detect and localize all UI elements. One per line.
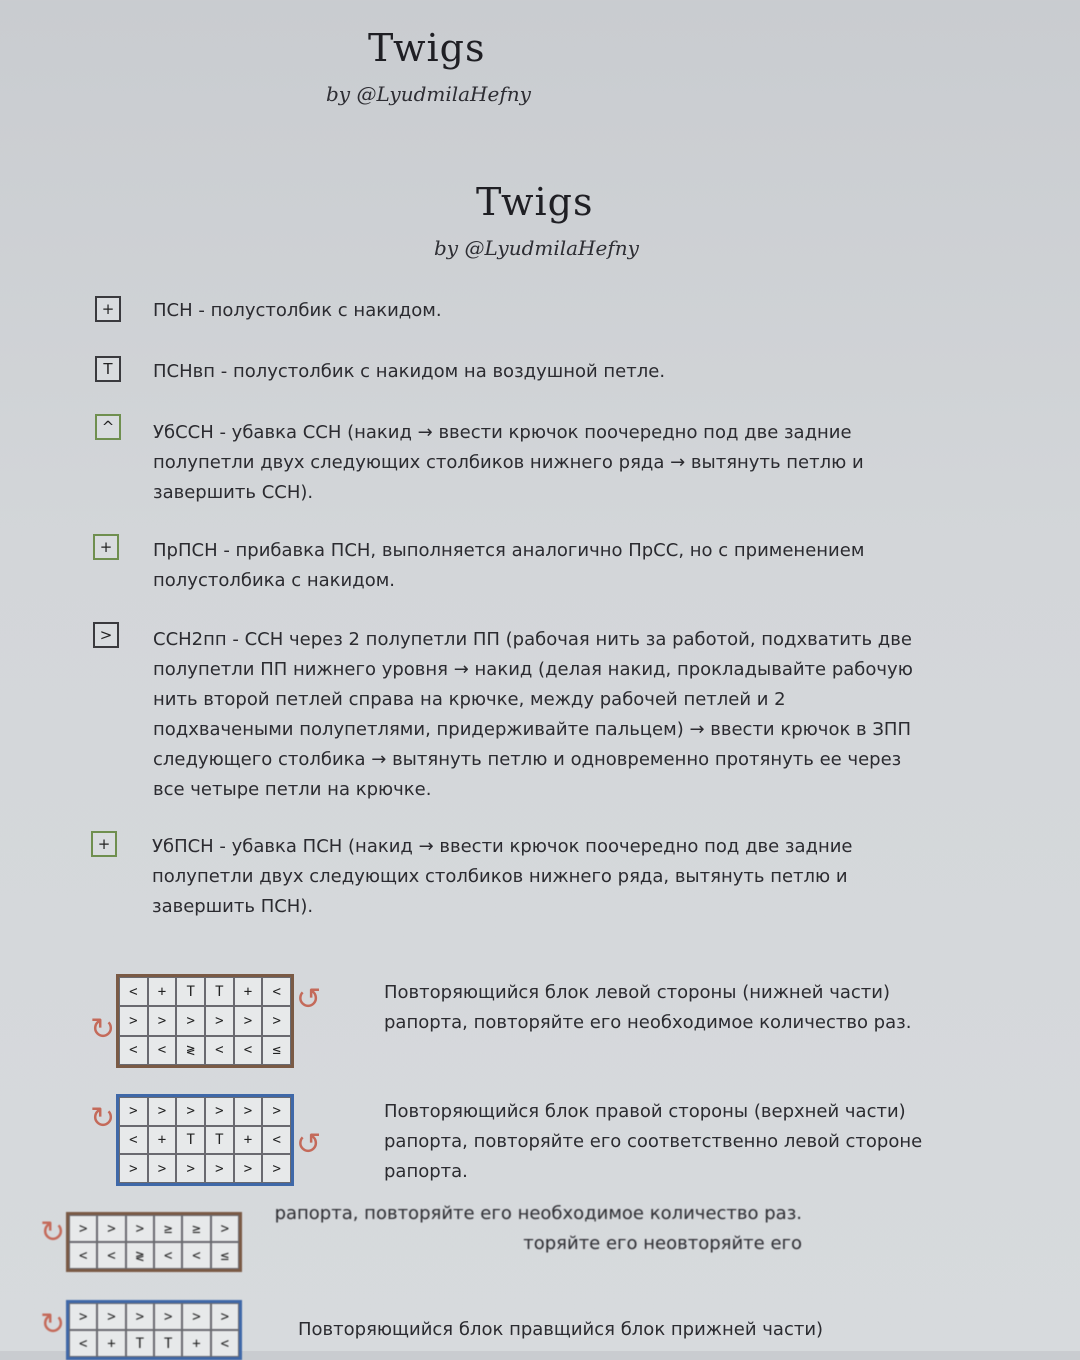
- chart-cell: >: [176, 1006, 205, 1035]
- chart-cell: +: [234, 1126, 263, 1155]
- block-text-ghost-2: Повторяющийся блок правщийся блок прижней части): [298, 1319, 824, 1340]
- block-text-ghost-1: рапорта, повторяйте его необходимое количество раз. торяйте его неовторяйте его: [274, 1203, 802, 1254]
- repeat-arrow-left-icon: ↻: [90, 1101, 116, 1136]
- chart-cell: ≥: [154, 1215, 182, 1242]
- chart-cell: T: [126, 1330, 154, 1357]
- chart-cell: T: [176, 1126, 205, 1155]
- chart-cell: >: [211, 1215, 239, 1242]
- chart-cell: >: [205, 1097, 234, 1126]
- repeat-arrow-right-icon: ↺: [296, 982, 322, 1017]
- legend-symbol-prpsn: +: [93, 534, 119, 560]
- chart-cell: >: [126, 1303, 154, 1330]
- chart-cell: +: [148, 977, 177, 1006]
- chart-cell: >: [148, 1006, 177, 1035]
- chart-cell: >: [119, 1097, 148, 1126]
- chart-cell: T: [154, 1330, 182, 1357]
- legend-text-psnvp: ПСНвп - полустолбик с накидом на воздушной петле.: [153, 361, 666, 382]
- chart-cell: >: [126, 1215, 154, 1242]
- chart-block-right-upper: [116, 1094, 294, 1186]
- chart-cell: +: [182, 1330, 210, 1357]
- chart-cell: <: [262, 1126, 291, 1155]
- repeat-arrow-left-icon: ↻: [40, 1307, 66, 1342]
- chart-cell: >: [154, 1303, 182, 1330]
- chart-block-ghost-1: [66, 1212, 242, 1272]
- chart-cell: <: [234, 1036, 263, 1065]
- chart-cell: ≷: [176, 1036, 205, 1065]
- chart-cell: ≥: [182, 1215, 210, 1242]
- chart-cell: >: [205, 1154, 234, 1183]
- header-title-2: Twigs: [476, 180, 594, 224]
- block-text-right-upper: Повторяющийся блок правой стороны (верхней части) рапорта, повторяйте его соответственно левой стороне рапорта.: [384, 1101, 923, 1182]
- chart-cell: +: [234, 977, 263, 1006]
- chart-cell: >: [234, 1154, 263, 1183]
- chart-cell: >: [119, 1154, 148, 1183]
- header-title-1: Twigs: [368, 26, 486, 70]
- chart-cell: >: [262, 1006, 291, 1035]
- chart-cell: >: [176, 1154, 205, 1183]
- chart-cell: <: [211, 1330, 239, 1357]
- chart-cell: <: [119, 1126, 148, 1155]
- chart-cell: >: [234, 1006, 263, 1035]
- chart-cell: ≤: [262, 1036, 291, 1065]
- chart-cell: >: [182, 1303, 210, 1330]
- header-byline-2: by @LyudmilaHefny: [434, 236, 639, 260]
- legend-symbol-ssn2pp: >: [93, 622, 119, 648]
- chart-cell: <: [69, 1242, 97, 1269]
- chart-cell: >: [97, 1303, 125, 1330]
- chart-cell: T: [205, 1126, 234, 1155]
- legend-text-ssn2pp: ССН2пп - ССН через 2 полупетли ПП (рабочая нить за работой, подхватить две полупетли ПП нижнего уровня → накид (делая накид, прокладывайте рабочую нить второй петлей справа на крючке, между рабочей петлей и 2 подхвачеными полупетлями, придерживайте пальцем) → ввести крючок в ЗПП следующего столбика → вытянуть петлю и одновременно протянуть ее через все четыре петли на крючке.: [153, 629, 913, 800]
- legend-symbol-ubpsn: +: [91, 831, 117, 857]
- legend-text-psn: ПСН - полустолбик с накидом.: [153, 300, 442, 321]
- legend-symbol-psn: +: [95, 296, 121, 322]
- chart-cell: >: [69, 1303, 97, 1330]
- legend-symbol-psnvp: T: [95, 356, 121, 382]
- chart-cell: >: [262, 1154, 291, 1183]
- repeat-arrow-right-icon: ↺: [296, 1127, 322, 1162]
- chart-cell: T: [205, 977, 234, 1006]
- chart-cell: >: [176, 1097, 205, 1126]
- chart-cell: ≤: [211, 1242, 239, 1269]
- chart-cell: >: [69, 1215, 97, 1242]
- chart-cell: ≷: [126, 1242, 154, 1269]
- chart-cell: <: [97, 1242, 125, 1269]
- chart-cell: >: [148, 1097, 177, 1126]
- chart-cell: +: [148, 1126, 177, 1155]
- legend-text-prpsn: ПрПСН - прибавка ПСН, выполняется аналогично ПрСС, но с применением полустолбика с накидом.: [153, 540, 865, 591]
- chart-cell: >: [119, 1006, 148, 1035]
- chart-cell: <: [69, 1330, 97, 1357]
- chart-cell: <: [154, 1242, 182, 1269]
- chart-cell: >: [234, 1097, 263, 1126]
- chart-cell: T: [176, 977, 205, 1006]
- chart-cell: <: [182, 1242, 210, 1269]
- chart-cell: >: [205, 1006, 234, 1035]
- chart-cell: >: [262, 1097, 291, 1126]
- chart-cell: >: [211, 1303, 239, 1330]
- chart-cell: <: [262, 977, 291, 1006]
- chart-block-left-lower: [116, 974, 294, 1068]
- legend-text-ubpsn: УбПСН - убавка ПСН (накид → ввести крючок поочередно под две задние полупетли двух следующих столбиков нижнего ряда, вытянуть петлю и завершить ПСН).: [152, 836, 853, 917]
- legend-symbol-ubssn: ^: [95, 414, 121, 440]
- chart-block-ghost-2: [66, 1300, 242, 1360]
- chart-cell: <: [119, 977, 148, 1006]
- chart-cell: <: [119, 1036, 148, 1065]
- repeat-arrow-left-icon: ↻: [40, 1215, 66, 1250]
- block-text-left-lower: Повторяющийся блок левой стороны (нижней части) рапорта, повторяйте его необходимое количество раз.: [384, 982, 912, 1033]
- repeat-arrow-left-icon: ↻: [90, 1012, 116, 1047]
- chart-cell: <: [205, 1036, 234, 1065]
- chart-cell: <: [148, 1036, 177, 1065]
- header-byline-1: by @LyudmilaHefny: [326, 82, 531, 106]
- chart-cell: >: [148, 1154, 177, 1183]
- chart-cell: >: [97, 1215, 125, 1242]
- legend-text-ubssn: УбССН - убавка ССН (накид → ввести крючок поочередно под две задние полупетли двух следующих столбиков нижнего ряда → вытянуть петлю и завершить ССН).: [153, 422, 864, 503]
- chart-cell: +: [97, 1330, 125, 1357]
